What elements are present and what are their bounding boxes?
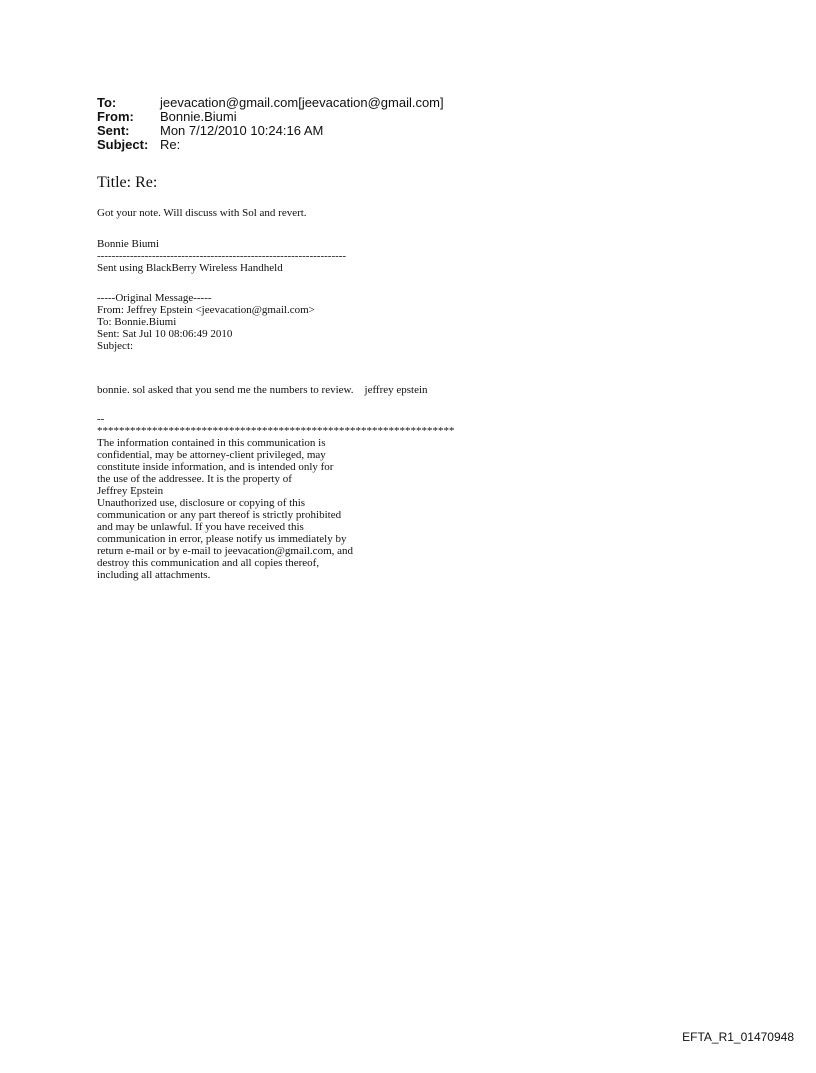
disclaimer-stars: ***************************************************************** <box>97 425 455 437</box>
from-label: From: <box>97 109 134 124</box>
original-subject: Subject: <box>97 340 134 352</box>
disclaimer-line: Unauthorized use, disclosure or copying of this <box>97 497 306 509</box>
device-note: Sent using BlackBerry Wireless Handheld <box>97 262 283 274</box>
disclaimer-line: return e-mail or by e-mail to jeevacation@gmail.com, and <box>97 545 354 557</box>
disclaimer-line: including all attachments. <box>97 569 211 581</box>
disclaimer-line: and may be unlawful. If you have received this <box>97 521 304 533</box>
subject-value: Re: <box>160 137 181 152</box>
header-subject-row <box>97 138 444 152</box>
original-from: From: Jeffrey Epstein <jeevacation@gmail.com> <box>97 304 315 316</box>
disclaimer-dashes: -- <box>97 413 105 425</box>
disclaimer-line: constitute inside information, and is intended only for <box>97 461 334 473</box>
disclaimer-line: communication or any part thereof is strictly prohibited <box>97 509 342 521</box>
reply-signature-section <box>97 238 346 274</box>
original-heading: -----Original Message----- <box>97 292 212 304</box>
document-id: EFTA_R1_01470948 <box>682 1030 794 1044</box>
from-value: Bonnie.Biumi <box>160 109 237 124</box>
signature-separator: -------------------------------------------------------------------- <box>97 250 347 262</box>
to-value: jeevacation@gmail.com[jeevacation@gmail.com] <box>160 95 444 110</box>
reply-message: Got your note. Will discuss with Sol and revert. <box>97 207 307 219</box>
disclaimer-line: The information contained in this communication is <box>97 437 326 449</box>
original-sent: Sent: Sat Jul 10 08:06:49 2010 <box>97 328 233 340</box>
header-sent-row <box>97 124 444 138</box>
original-message-section <box>97 292 315 352</box>
signature-name: Bonnie Biumi <box>97 238 160 250</box>
disclaimer-line: the use of the addressee. It is the property of <box>97 473 292 485</box>
header-to-row <box>97 96 444 110</box>
to-label: To: <box>97 95 117 110</box>
header-from-row <box>97 110 444 124</box>
disclaimer-line: confidential, may be attorney-client privileged, may <box>97 449 326 461</box>
reply-section <box>97 207 307 219</box>
document-title: Title: Re: <box>97 174 158 191</box>
disclaimer-section <box>97 413 455 581</box>
disclaimer-line: destroy this communication and all copies thereof, <box>97 557 320 569</box>
subject-label: Subject: <box>97 137 149 152</box>
email-header <box>97 96 444 152</box>
disclaimer-line: communication in error, please notify us immediately by <box>97 533 347 545</box>
disclaimer-line: Jeffrey Epstein <box>97 485 164 497</box>
original-message: bonnie. sol asked that you send me the numbers to review. jeffrey epstein <box>97 384 428 396</box>
original-body-section <box>97 384 428 396</box>
sent-value: Mon 7/12/2010 10:24:16 AM <box>160 123 324 138</box>
original-to: To: Bonnie.Biumi <box>97 316 177 328</box>
sent-label: Sent: <box>97 123 130 138</box>
